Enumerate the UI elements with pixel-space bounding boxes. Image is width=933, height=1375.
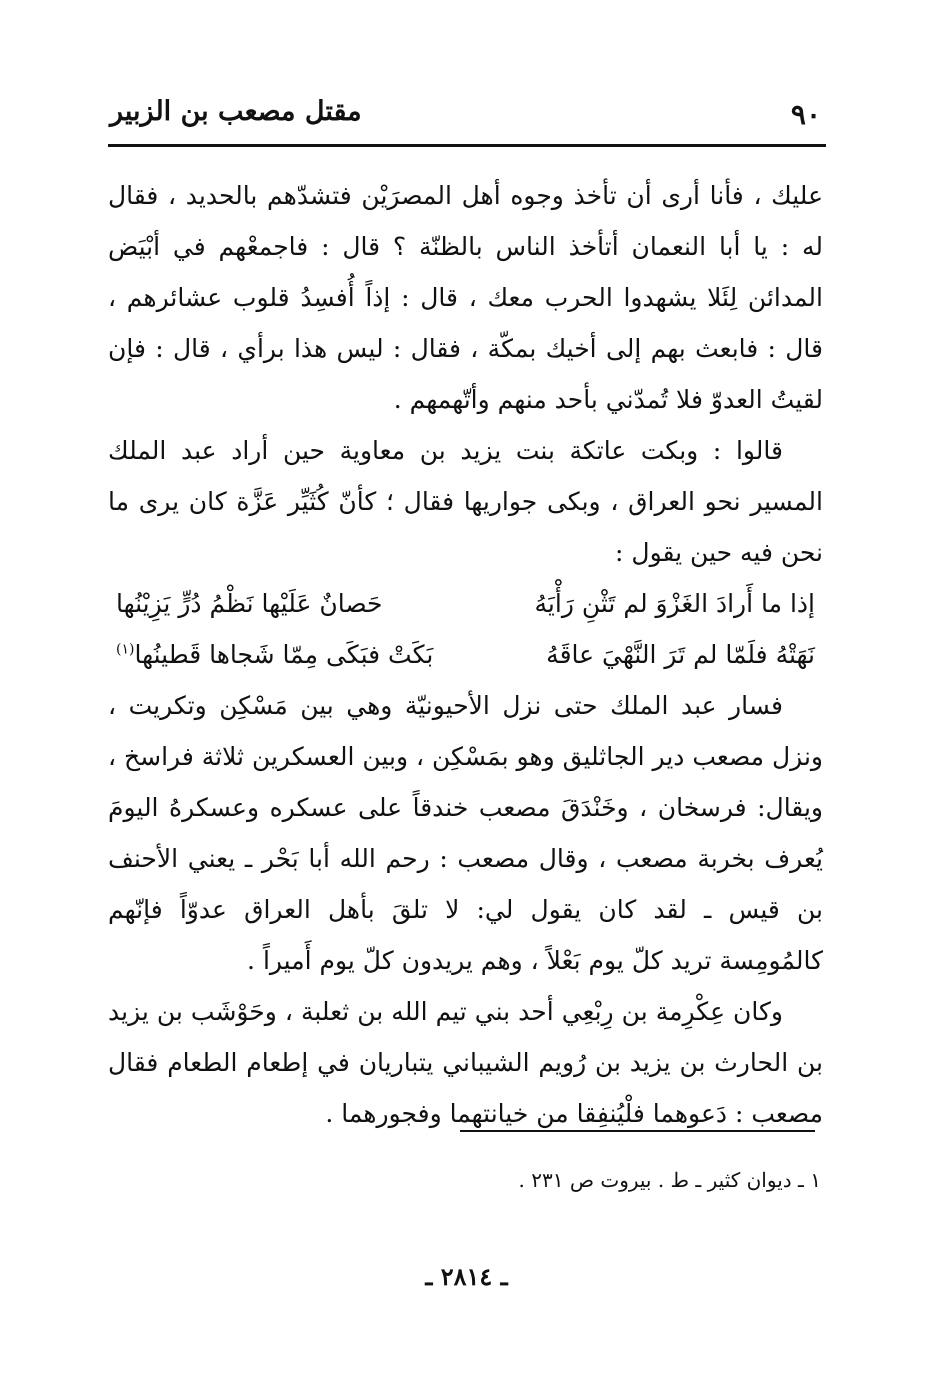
footnote: ١ ـ ديوان كثير ـ ط . بيروت ص ٢٣١ . [518, 1168, 821, 1192]
verse-line-2 [108, 629, 823, 680]
verse-2-second-hemistich [116, 629, 433, 680]
footnote-rule [460, 1130, 815, 1132]
header-rule [108, 144, 826, 147]
paragraph-3: فسار عبد الملك حتى نزل الأحيونيّة وهي بين مَسْكِن وتكريت ، ونزل مصعب دير الجاثليق وهو بمَسْكِن ، وبين العسكرين ثلاثة فراسخ ، ويقال: فرسخان ، وخَنْدَقَ مصعب خندقاً على عسكره وعسكرهُ اليومَ يُعرف بخربة مصعب ، وقال مصعب : رحم الله أبا بَحْر ـ يعني الأحنف بن قيس ـ لقد كان يقول لي: لا تلقَ بأهل العراق عدوّاً فإنّهم كالمُومِسة تريد كلّ يوم بَعْلاً ، وهم يريدون كلّ يوم أَميراً . [108, 691, 823, 975]
paragraph-2: قالوا : وبكت عاتكة بنت يزيد بن معاوية حين أراد عبد الملك المسير نحو العراق ، وبكى جواريها فقال ؛ كأنّ كُثَيِّر عَزَّة كان يرى ما نحن فيه حين يقول : [108, 436, 823, 567]
footnote-reference: (١) [116, 641, 135, 658]
paragraph-1: عليك ، فأنا أرى أن تأخذ وجوه أهل المصرَيْن فتشدّهم بالحديد ، فقال له : يا أبا النعمان أتأخذ الناس بالظنّة ؟ قال : فاجمعْهم في أبْيَض المدائن لِئَلا يشهدوا الحرب معك ، قال : إذاً أُفسِدُ قلوب عشائرهم ، قال : فابعث بهم إلى أخيك بمكّة ، فقال : ليس هذا برأي ، قال : فإن لقيتُ العدوّ فلا تُمدّني بأحد منهم وأتّهمهم . [108, 181, 823, 414]
footer-page-number: ـ ٢٨١٤ ـ [425, 1262, 508, 1291]
verse-1-second-hemistich: حَصانٌ عَلَيْها نَظْمُ دُرٍّ يَزِيْنُها [116, 589, 383, 618]
verse-1-first-hemistich: إذا ما أَرادَ الغَزْوَ لم تَثْنِ رَأْيَهُ [534, 589, 815, 618]
verse-2-second-text: بَكَتْ فبَكَى مِمّا شَجاها قَطينُها [134, 640, 434, 669]
body-text [108, 170, 823, 1139]
page-number: ٩٠ [790, 98, 821, 131]
verse-line-1 [108, 578, 823, 629]
running-title: مقتل مصعب بن الزبير [110, 96, 362, 127]
running-head [110, 96, 825, 140]
verse-2-first-hemistich: نَهَتْهُ فلَمّا لم تَرَ النَّهْيَ عاقَهُ [546, 640, 815, 669]
paragraph-4: وكان عِكْرِمة بن رِبْعِي أحد بني تيم الله بن ثعلبة ، وحَوْشَب بن يزيد بن الحارث بن يزيد بن رُويم الشيباني يتباريان في إطعام الطعام فقال مصعب : دَعوهما فلْيُنفِقا من خيانتهما وفجورهما . [108, 997, 823, 1128]
